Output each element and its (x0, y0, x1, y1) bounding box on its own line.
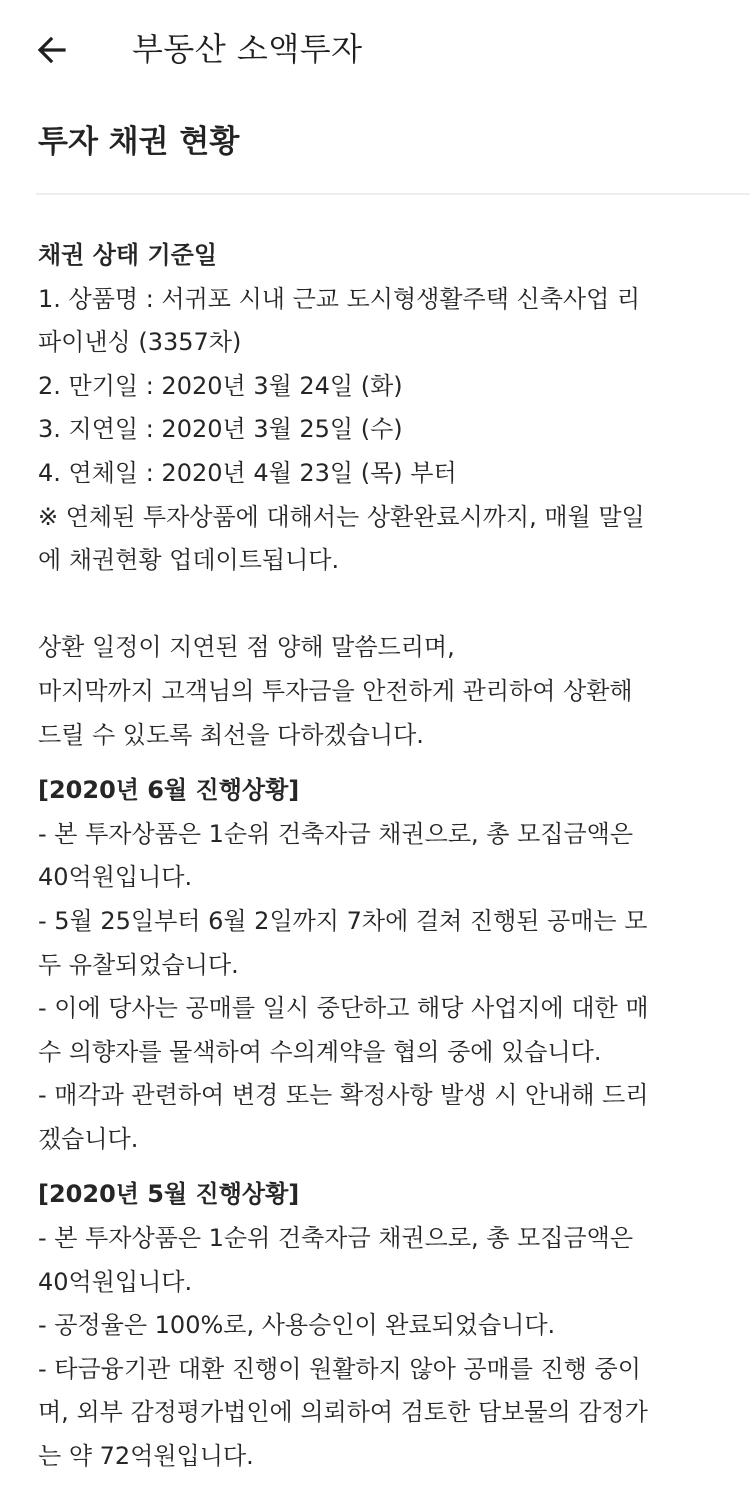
spacer (38, 1161, 714, 1173)
june-progress-heading: [2020년 6월 진행상황] (38, 776, 300, 805)
apology-line-1: 상환 일정이 지연된 점 양해 말씀드리며, (38, 633, 455, 662)
may-progress-line: 40억원입니다. (38, 1267, 193, 1296)
june-progress-line: - 본 투자상품은 1순위 건축자금 채권으로, 총 모집금액은 (38, 819, 634, 848)
may-progress-heading: [2020년 5월 진행상황] (38, 1180, 300, 1209)
update-note-line-1: ※ 연체된 투자상품에 대해서는 상환완료시까지, 매월 말일 (38, 502, 645, 531)
may-progress-line: 며, 외부 감정평가법인에 의뢰하여 검토한 담보물의 감정가 (38, 1398, 648, 1427)
june-progress-line: 40억원입니다. (38, 863, 193, 892)
update-note-line-2: 에 채권현황 업데이트됩니다. (38, 546, 340, 575)
product-name-line-2: 파이낸싱 (3357차) (38, 328, 242, 357)
app-title: 부동산 소액투자 (132, 30, 363, 68)
status-heading: 채권 상태 기준일 (38, 241, 217, 269)
june-progress-line: - 5월 25일부터 6월 2일까지 7차에 걸쳐 진행된 공매는 모 (38, 906, 648, 935)
may-progress-line: - 타금융기관 대환 진행이 원활하지 않아 공매를 진행 중이 (38, 1354, 641, 1383)
delay-date: 3. 지연일 : 2020년 3월 25일 (수) (38, 415, 403, 444)
maturity-date: 2. 만기일 : 2020년 3월 24일 (화) (38, 371, 403, 400)
may-progress-line: - 공정율은 100%로, 사용승인이 완료되었습니다. (38, 1311, 556, 1340)
spacer (38, 757, 714, 769)
spacer (38, 583, 714, 627)
overdue-date: 4. 연체일 : 2020년 4월 23일 (목) 부터 (38, 458, 457, 487)
apology-line-2: 마지막까지 고객님의 투자금을 안전하게 관리하여 상환해 (38, 676, 633, 705)
product-name-line-1: 1. 상품명 : 서귀포 시내 근교 도시형생활주택 신축사업 리 (38, 284, 641, 313)
bond-status-content (38, 234, 714, 1479)
june-progress-line: - 매각과 관련하여 변경 또는 확정사항 발생 시 안내해 드리 (38, 1081, 649, 1110)
may-progress-line: - 본 투자상품은 1순위 건축자금 채권으로, 총 모집금액은 (38, 1224, 634, 1253)
june-progress-line: 두 유찰되었습니다. (38, 950, 239, 979)
arrow-left-icon (36, 34, 68, 66)
apology-line-3: 드릴 수 있도록 최선을 다하겠습니다. (38, 720, 424, 749)
app-bar (0, 0, 750, 100)
section-title: 투자 채권 현황 (38, 124, 240, 160)
june-progress-line: - 이에 당사는 공매를 일시 중단하고 해당 사업지에 대한 매 (38, 994, 649, 1023)
may-progress-line: 는 약 72억원입니다. (38, 1442, 254, 1471)
back-button[interactable] (30, 26, 74, 74)
june-progress-line: 겠습니다. (38, 1124, 139, 1153)
divider (36, 193, 750, 195)
june-progress-line: 수 의향자를 물색하여 수의계약을 협의 중에 있습니다. (38, 1037, 602, 1066)
